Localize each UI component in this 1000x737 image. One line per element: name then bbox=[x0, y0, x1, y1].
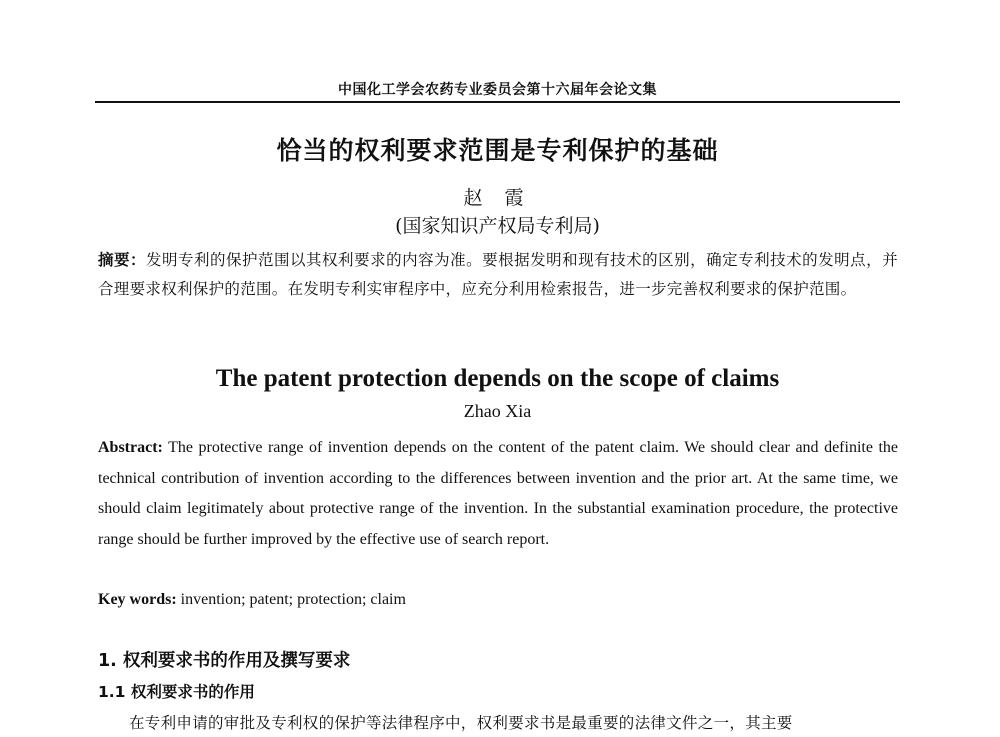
keywords-label: Key words: bbox=[98, 591, 177, 608]
english-abstract-label: Abstract: bbox=[98, 439, 163, 456]
body-paragraph: 在专利申请的审批及专利权的保护等法律程序中，权利要求书是最重要的法律文件之一，其主要 bbox=[129, 714, 793, 732]
keywords-text: invention; patent; protection; claim bbox=[176, 591, 406, 608]
chinese-abstract bbox=[98, 246, 898, 303]
keywords bbox=[98, 586, 898, 614]
english-abstract bbox=[98, 433, 898, 555]
english-abstract-text: The protective range of invention depends on the content of the patent claim. We should clear and definite the technical contribution of invention according to the differences between invention and the prior art. At the same time, we should claim legitimately about protective range of the invention. In the substantial examination procedure, the protective range should be further improved by the effective use of search report. bbox=[98, 439, 898, 548]
english-title: The patent protection depends on the scope of claims bbox=[215, 365, 780, 392]
header-rule bbox=[95, 101, 900, 103]
english-author: Zhao Xia bbox=[463, 401, 532, 421]
subsection-heading: 1.1 权利要求书的作用 bbox=[98, 683, 255, 701]
running-header: 中国化工学会农药专业委员会第十六届年会论文集 bbox=[338, 82, 657, 98]
chinese-abstract-label: 摘要： bbox=[98, 251, 147, 269]
chinese-affiliation: (国家知识产权局专利局) bbox=[395, 215, 600, 237]
section-heading: 1. 权利要求书的作用及撰写要求 bbox=[98, 651, 351, 671]
chinese-abstract-text: 发明专利的保护范围以其权利要求的内容为准。要根据发明和现有技术的区别，确定专利技术的发明点，并合理要求权利保护的范围。在发明专利实审程序中，应充分利用检索报告，进一步完善权利要求的保护范围。 bbox=[98, 251, 898, 298]
chinese-title: 恰当的权利要求范围是专利保护的基础 bbox=[276, 136, 719, 165]
chinese-author: 赵 霞 bbox=[463, 187, 532, 209]
